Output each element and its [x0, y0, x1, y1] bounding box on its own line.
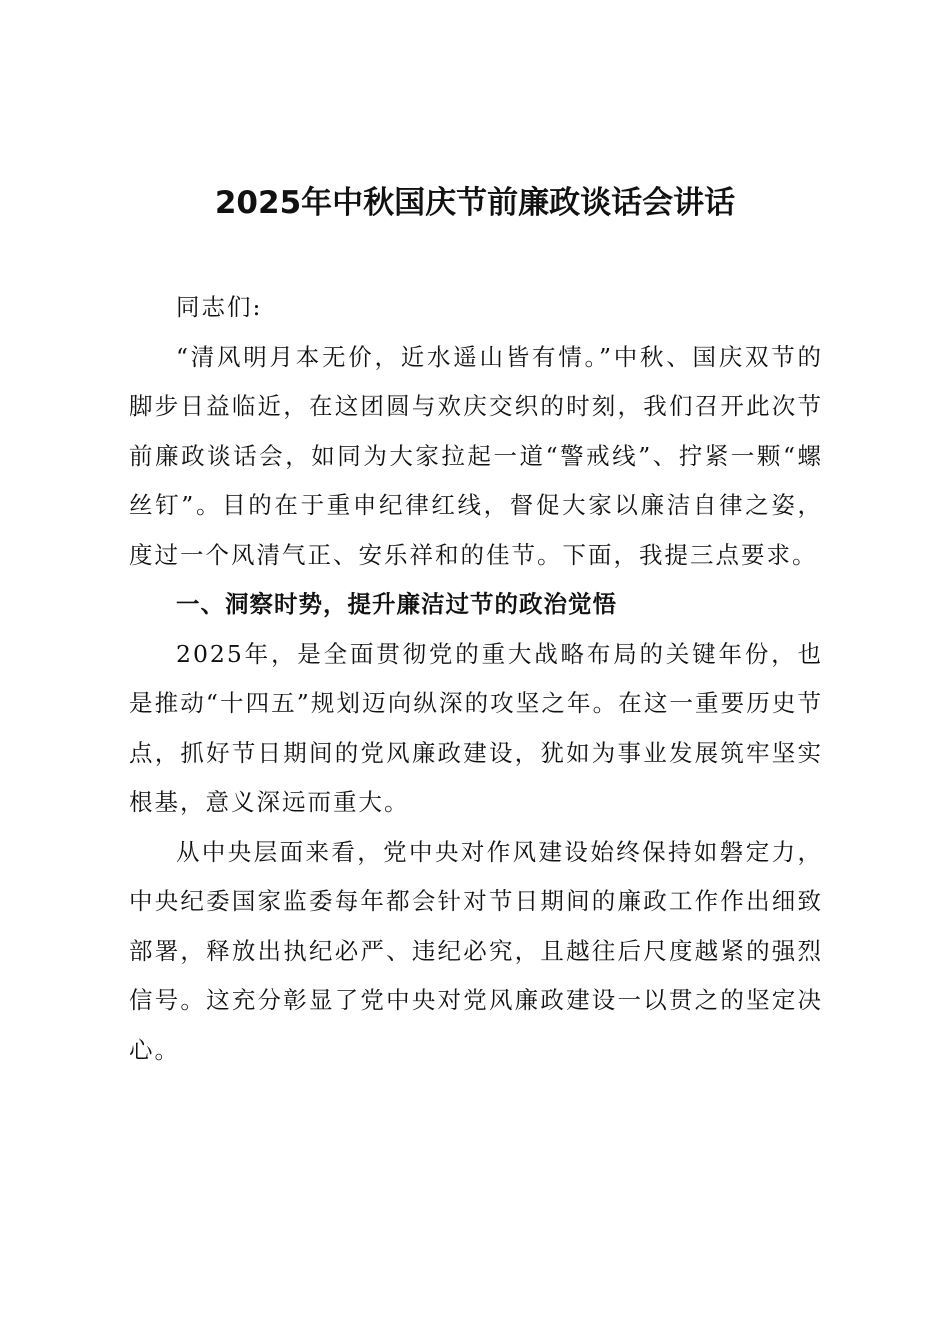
document-title: 2025年中秋国庆节前廉政谈话会讲话: [214, 185, 736, 221]
salutation: 同志们:: [176, 293, 263, 321]
section-1-paragraph-1: 2025年，是全面贯彻党的重大战略布局的关键年份，也是推动“十四五”规划迈向纵深的攻坚之年。在这一重要历史节点，抓好节日期间的党风廉政建设，犹如为事业发展筑牢坚实根基，意义深远而重大。: [129, 639, 823, 816]
section-heading-1: 一、洞察时势，提升廉洁过节的政治觉悟: [176, 590, 617, 618]
section-1-paragraph-2: 从中央层面来看，党中央对作风建设始终保持如磐定力，中央纪委国家监委每年都会针对节日期间的廉政工作作出细致部署，释放出执纪必严、违纪必究，且越往后尺度越紧的强烈信号。这充分彰显了党中央对党风廉政建设一以贯之的坚定决心。: [129, 837, 823, 1064]
intro-paragraph: “清风明月本无价，近水遥山皆有情。”中秋、国庆双节的脚步日益临近，在这团圆与欢庆交织的时刻，我们召开此次节前廉政谈话会，如同为大家拉起一道“警戒线”、拧紧一颗“螺丝钉”。目的在于重申纪律红线，督促大家以廉洁自律之姿，度过一个风清气正、安乐祥和的佳节。下面，我提三点要求。: [129, 342, 823, 569]
document-body: [129, 283, 823, 1075]
